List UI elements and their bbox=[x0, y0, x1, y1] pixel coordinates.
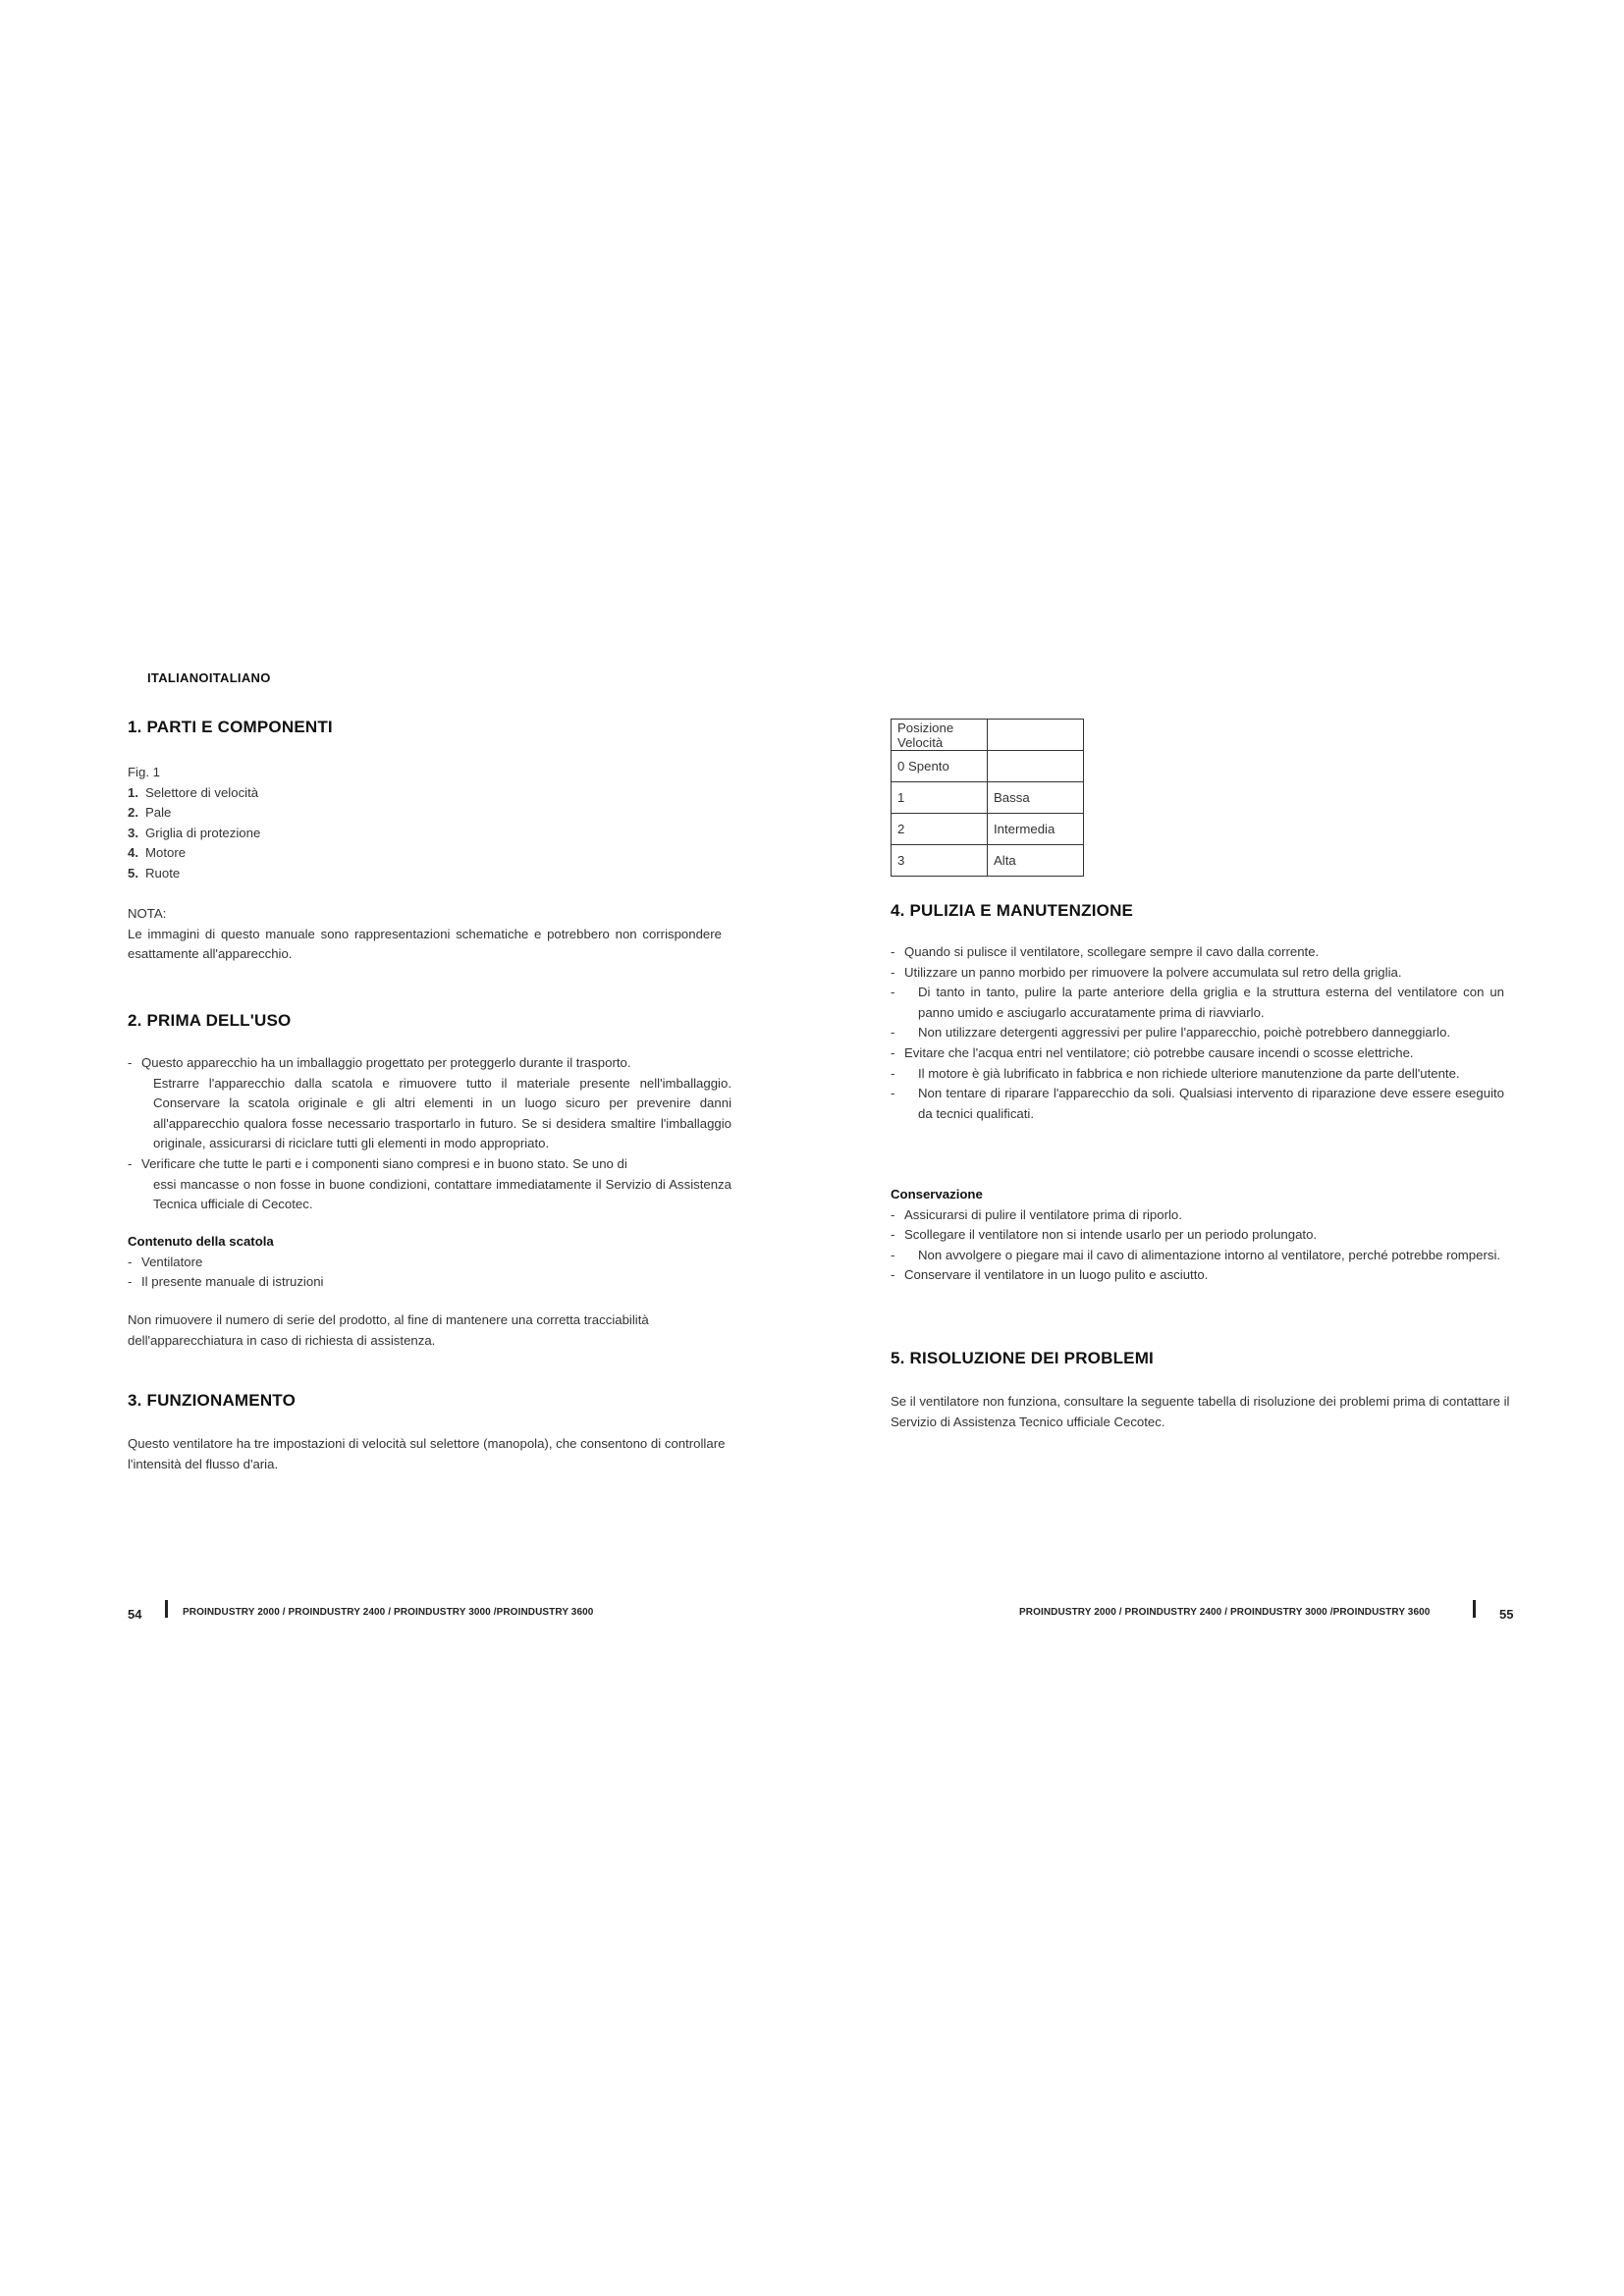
list-item: - Di tanto in tanto, pulire la parte anteriore della griglia e la struttura esterna del ventilatore con un panno umido e asciugarlo accuratamente prima di riavviarlo. bbox=[891, 985, 1504, 1020]
table-row bbox=[892, 751, 1084, 782]
table-cell bbox=[988, 751, 1084, 782]
section-1-title: 1. PARTI E COMPONENTI bbox=[128, 718, 333, 736]
list-item: - Conservare il ventilatore in un luogo pulito e asciutto. bbox=[891, 1267, 1209, 1283]
list-item: - Questo apparecchio ha un imballaggio progettato per proteggerlo durante il trasporto. bbox=[128, 1055, 631, 1070]
table-row bbox=[892, 782, 1084, 814]
table-cell: 1 bbox=[892, 782, 988, 814]
operation-text: Questo ventilatore ha tre impostazioni di velocità sul selettore (manopola), che consentono di controllare l'intensità del flusso d'aria. bbox=[128, 1436, 726, 1471]
list-item: - Non tentare di riparare l'apparecchio da soli. Qualsiasi intervento di riparazione deve essere eseguito da tecnici qualificati. bbox=[891, 1086, 1504, 1121]
parts-list bbox=[128, 763, 756, 884]
section-5-title: 5. RISOLUZIONE DEI PROBLEMI bbox=[891, 1349, 1154, 1367]
note-label: NOTA: bbox=[128, 906, 167, 921]
list-item: - Evitare che l'acqua entri nel ventilatore; ciò potrebbe causare incendi o scosse elettriche. bbox=[891, 1044, 1414, 1060]
footer-models-left: PROINDUSTRY 2000 / PROINDUSTRY 2400 / PROINDUSTRY 3000 /PROINDUSTRY 3600 bbox=[183, 1607, 594, 1618]
list-item: 2. Pale bbox=[128, 805, 172, 821]
storage bbox=[891, 1185, 1504, 1286]
table-cell: 3 bbox=[892, 845, 988, 877]
box-contents bbox=[128, 1232, 731, 1293]
troubleshooting-text: Se il ventilatore non funziona, consultare la seguente tabella di risoluzione dei problemi prima di contattare il Servizio di Assistenza Tecnico ufficiale Cecotec. bbox=[891, 1394, 1510, 1429]
speed-table bbox=[891, 719, 1084, 877]
table-cell: Bassa bbox=[988, 782, 1084, 814]
table-row bbox=[892, 720, 1084, 751]
list-item: - Non utilizzare detergenti aggressivi per pulire l'apparecchio, poichè potrebbero danneggiarlo. bbox=[891, 1025, 1451, 1041]
list-item: 4. Motore bbox=[128, 845, 187, 861]
storage-title: Conservazione bbox=[891, 1187, 983, 1201]
section-3-title: 3. FUNZIONAMENTO bbox=[128, 1391, 297, 1410]
list-item: - Utilizzare un panno morbido per rimuovere la polvere accumulata sul retro della griglia. bbox=[891, 964, 1402, 980]
list-item: - Quando si pulisce il ventilatore, scollegare sempre il cavo dalla corrente. bbox=[891, 944, 1320, 959]
list-item: 1. Selettore di velocità bbox=[128, 784, 259, 800]
list-item: 5. Ruote bbox=[128, 865, 181, 881]
list-item: 3. Griglia di protezione bbox=[128, 825, 261, 840]
page-number-right: 55 bbox=[1499, 1607, 1514, 1622]
list-item: - Ventilatore bbox=[128, 1254, 203, 1269]
table-cell: Alta bbox=[988, 845, 1084, 877]
page-number-left: 54 bbox=[128, 1607, 142, 1622]
footer-models-right: PROINDUSTRY 2000 / PROINDUSTRY 2400 / PROINDUSTRY 3000 /PROINDUSTRY 3600 bbox=[1019, 1607, 1431, 1618]
section-2-title: 2. PRIMA DELL'USO bbox=[128, 1011, 292, 1030]
table-cell bbox=[988, 720, 1084, 751]
table-row bbox=[892, 814, 1084, 845]
footer-divider-left bbox=[165, 1600, 168, 1618]
note bbox=[128, 904, 722, 965]
list-item: - Il presente manuale di istruzioni bbox=[128, 1274, 324, 1290]
note-text: Le immagini di questo manuale sono rappresentazioni schematiche e potrebbero non corrispondere esattamente all'apparecchio. bbox=[128, 926, 722, 962]
list-item-continued: Estrarre l'apparecchio dalla scatola e rimuovere tutto il materiale presente nell'imballaggio. Conservare la scatola originale e gli altri elementi in un luogo sicuro per prevenire danni all'apparecchio qualora fosse necessario trasportarlo in futuro. Se si desidera smaltire l'imballaggio originale, assicurarsi di riciclare tutti gli elementi in modo appropriato. bbox=[153, 1075, 731, 1151]
footer-divider-right bbox=[1473, 1600, 1476, 1618]
list-item: - Non avvolgere o piegare mai il cavo di alimentazione intorno al ventilatore, perché potrebbe rompersi. bbox=[891, 1247, 1501, 1262]
section-4-title: 4. PULIZIA E MANUTENZIONE bbox=[891, 901, 1134, 920]
list-item: - Verificare che tutte le parti e i componenti siano compresi e in buono stato. Se uno di bbox=[128, 1155, 627, 1171]
box-contents-title: Contenuto della scatola bbox=[128, 1234, 274, 1249]
serial-note: Non rimuovere il numero di serie del prodotto, al fine di mantenere una corretta tracciabilità dell'apparecchiatura in caso di richiesta di assistenza. bbox=[128, 1312, 649, 1348]
table-cell: Posizione Velocità bbox=[892, 720, 988, 751]
table-cell: 0 Spento bbox=[892, 751, 988, 782]
list-item: - Assicurarsi di pulire il ventilatore prima di riporlo. bbox=[891, 1206, 1182, 1222]
maintenance-list bbox=[891, 942, 1504, 1124]
figure-label: Fig. 1 bbox=[128, 765, 160, 779]
table-cell: 2 bbox=[892, 814, 988, 845]
language-header: ITALIANOITALIANO bbox=[147, 670, 271, 685]
list-item: - Il motore è già lubrificato in fabbrica e non richiede ulteriore manutenzione da parte dell'utente. bbox=[891, 1065, 1460, 1081]
before-use-list bbox=[128, 1053, 731, 1215]
table-row bbox=[892, 845, 1084, 877]
list-item: - Scollegare il ventilatore non si intende usarlo per un periodo prolungato. bbox=[891, 1227, 1318, 1243]
list-item-continued: essi mancasse o non fosse in buone condizioni, contattare immediatamente il Servizio di Assistenza Tecnica ufficiale di Cecotec. bbox=[153, 1176, 731, 1212]
table-cell: Intermedia bbox=[988, 814, 1084, 845]
